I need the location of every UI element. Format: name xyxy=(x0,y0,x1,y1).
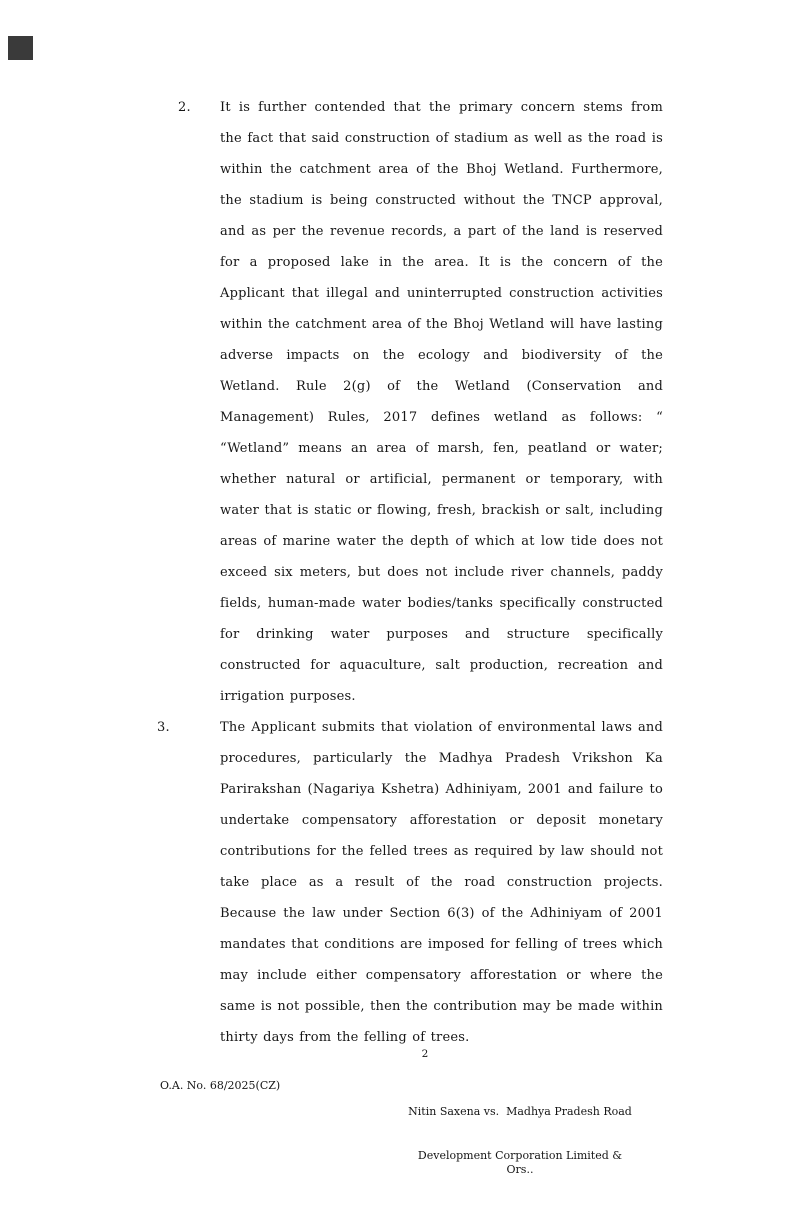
paragraph-3 xyxy=(0,712,800,1053)
paragraph-number: 2. xyxy=(178,100,191,115)
paragraph-number: 3. xyxy=(157,720,170,735)
footer-case-title-line1: Nitin Saxena vs. Madhya Pradesh Road xyxy=(408,1105,632,1118)
corner-scan-mark xyxy=(8,36,33,60)
footer-case-title-line2: Development Corporation Limited & Ors.. xyxy=(417,1148,626,1176)
footer-case-title xyxy=(403,1076,637,1207)
footer-case-number: O.A. No. 68/2025(CZ) xyxy=(160,1079,281,1092)
page-number: 2 xyxy=(421,1048,429,1060)
paragraph-2 xyxy=(0,92,800,712)
document-body xyxy=(0,92,800,1053)
paragraph-text: The Applicant submits that violation of environmental laws and procedures, particularly the Madhya Pradesh Vrikshon Ka Parirakshan (Nagariya Kshetra) Adhiniyam, 2001 and failure to undertake compensatory afforestation or deposit monetary contributions for the felled trees as required by law should not take place as a result of the road construction projects. Because the law under Section 6(3) of the Adhiniyam of 2001 mandates that conditions are imposed for felling of trees which may include either compensatory afforestation or where the same is not possible, then the contribution may be made within thirty days from the felling of trees. xyxy=(220,720,663,1045)
paragraph-text: It is further contended that the primary concern stems from the fact that said construction of stadium as well as the road is within the catchment area of the Bhoj Wetland. Furthermore, the stadium is being constructed without the TNCP approval, and as per the revenue records, a part of the land is reserved for a proposed lake in the area. It is the concern of the Applicant that illegal and uninterrupted construction activities within the catchment area of the Bhoj Wetland will have lasting adverse impacts on the ecology and biodiversity of the Wetland. Rule 2(g) of the Wetland (Conservation and Management) Rules, 2017 defines wetland as follows: “ “Wetland” means an area of marsh, fen, peatland or water; whether natural or artificial, permanent or temporary, with water that is static or flowing, fresh, brackish or salt, including areas of marine water the depth of which at low tide does not exceed six meters, but does not include river channels, paddy fields, human-made water bodies/tanks specifically constructed for drinking water purposes and structure specifically constructed for aquaculture, salt production, recreation and irrigation purposes. xyxy=(220,100,663,704)
